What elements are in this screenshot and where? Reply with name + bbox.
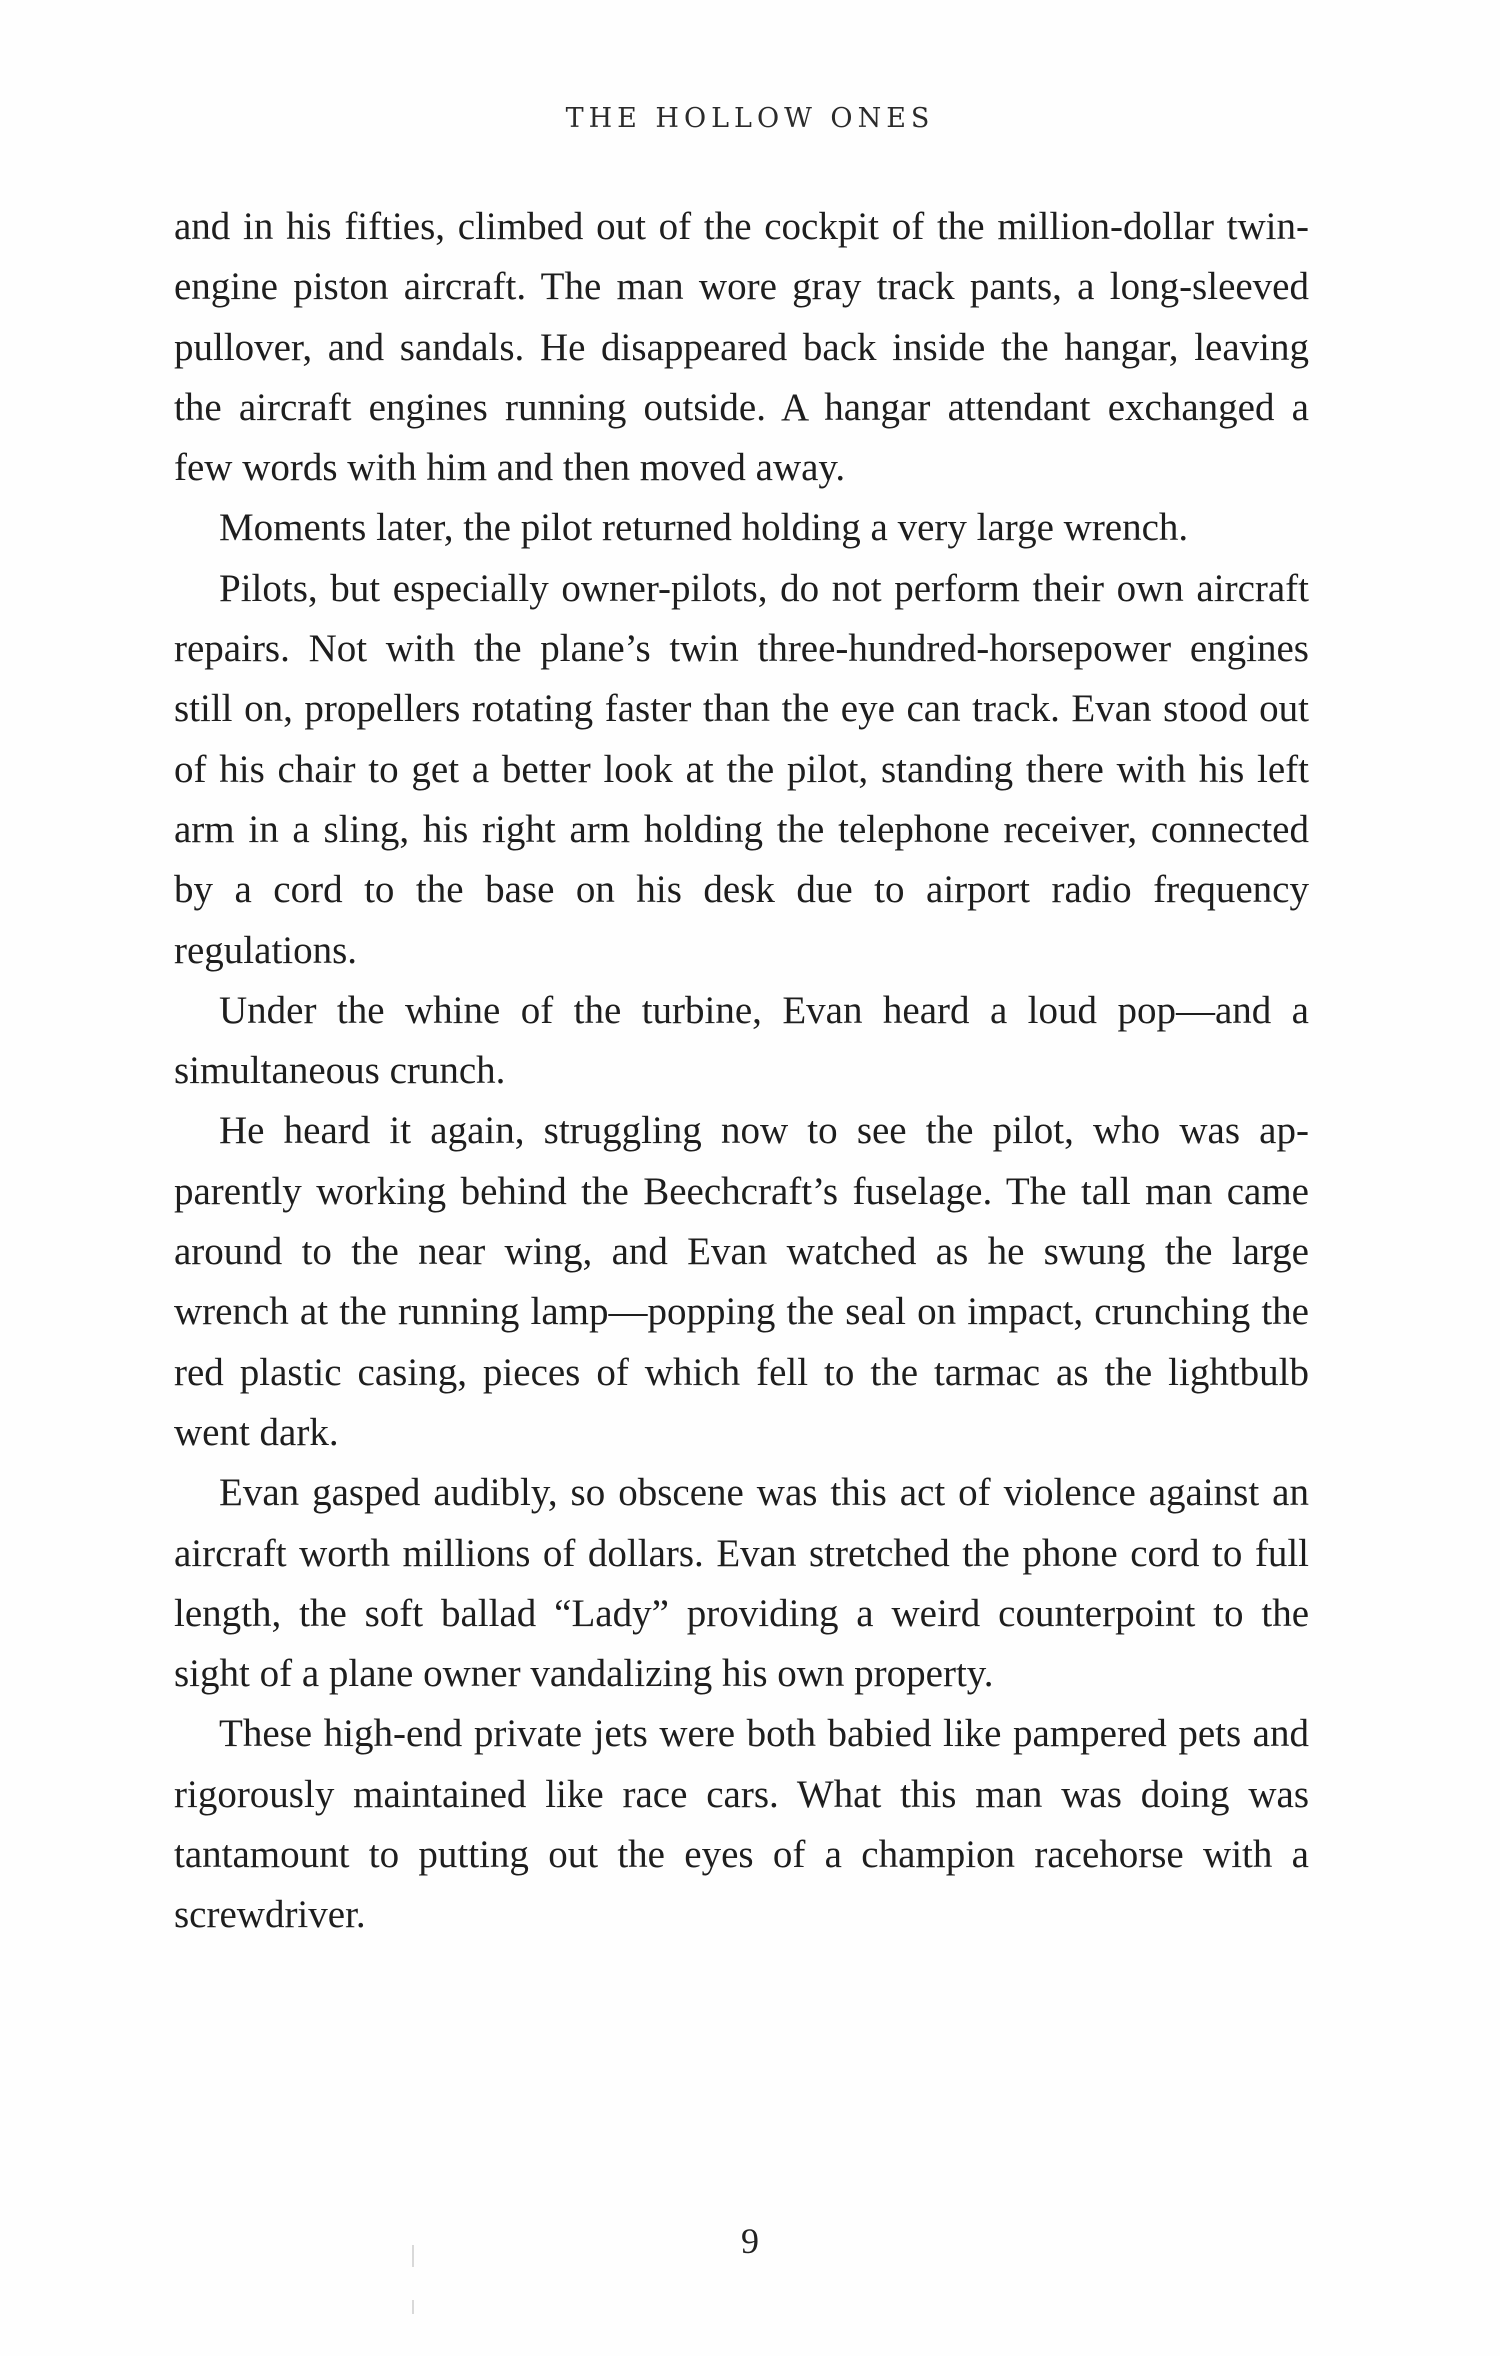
paragraph: These high-end private jets were both babied like pampered pets and rigorously maintained like race cars. What this man was doing was tantamount to putting out the eyes of a champion racehorse with a screwdriver.: [174, 1712, 1309, 1937]
scan-artifact: [412, 2245, 414, 2267]
paragraph-continued: and in his fifties, climbed out of the cockpit of the million-dollar twin-engine piston aircraft. The man wore gray track pants, a long-sleeved pullover, and sandals. He disappeared back inside the hangar, leaving the aircraft engines running outside. A hangar attendant exchanged a few words with him and then moved away.: [174, 205, 1309, 490]
paragraph: Pilots, but especially owner-pilots, do not perform their own aircraft repairs. Not with the plane’s twin three-hundred-horsepower engines still on, propellers rotating faster than the eye can track. Evan stood out of his chair to get a better look at the pilot, standing there with his left arm in a sling, his right arm holding the telephone receiver, connected by a cord to the base on his desk due to airport radio frequency regulations.: [174, 566, 1309, 972]
paragraph: Under the whine of the turbine, Evan heard a loud pop—and a simultaneous crunch.: [174, 988, 1309, 1093]
paragraph: Evan gasped audibly, so obscene was this act of violence against an aircraft worth millions of dollars. Evan stretched the phone cord to full length, the soft ballad “Lady” providing a weird counterpoint to the sight of a plane owner vandalizing his own property.: [174, 1471, 1309, 1696]
running-head: THE HOLLOW ONES: [565, 103, 935, 134]
paragraph: He heard it again, struggling now to see the pilot, who was apparently working behind the Beechcraft’s fuselage. The tall man came around to the near wing, and Evan watched as he swung the large wrench at the running lamp—popping the seal on impact, crunching the red plastic casing, pieces of which fell to the tarmac as the lightbulb went dark.: [174, 1109, 1309, 1454]
body-text: [174, 197, 1309, 1946]
scan-artifact: [412, 2300, 414, 2314]
page-number: 9: [741, 2221, 759, 2261]
paragraph: Moments later, the pilot returned holding a very large wrench.: [219, 506, 1189, 550]
